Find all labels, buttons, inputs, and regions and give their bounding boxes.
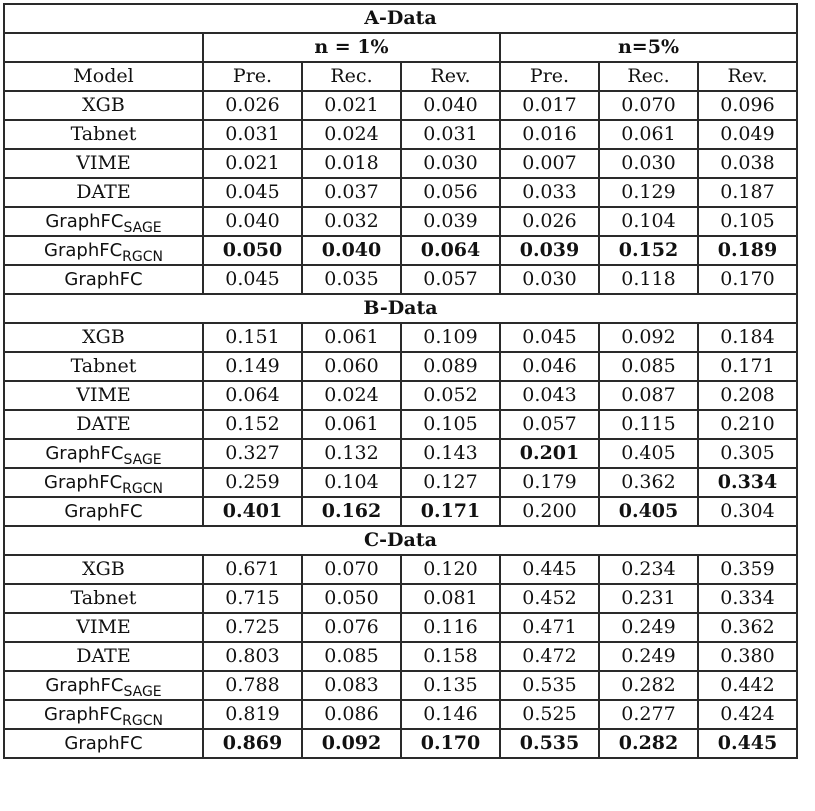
- table-row: [4, 236, 797, 265]
- table-row: [4, 178, 797, 207]
- model-name: GraphFC: [44, 472, 123, 493]
- model-name-cell: [4, 265, 203, 294]
- model-name: GraphFC: [45, 443, 124, 464]
- value-cell: 0.116: [401, 613, 500, 642]
- value-cell: 0.115: [599, 410, 698, 439]
- metric-column-header: Rec.: [302, 62, 401, 91]
- value-cell: 0.045: [500, 323, 599, 352]
- model-name-cell: [4, 149, 203, 178]
- best-value-cell: 0.201: [500, 439, 599, 468]
- best-value-cell: 0.282: [599, 729, 698, 758]
- model-name: XGB: [82, 326, 125, 348]
- value-cell: 0.070: [599, 91, 698, 120]
- table-row: [4, 323, 797, 352]
- model-name: Tabnet: [70, 123, 137, 145]
- value-cell: 0.208: [698, 381, 797, 410]
- results-table-body: [4, 4, 797, 758]
- table-row: [4, 555, 797, 584]
- value-cell: 0.030: [500, 265, 599, 294]
- value-cell: 0.135: [401, 671, 500, 700]
- value-cell: 0.277: [599, 700, 698, 729]
- best-value-cell: 0.334: [698, 468, 797, 497]
- value-cell: 0.061: [599, 120, 698, 149]
- value-cell: 0.026: [500, 207, 599, 236]
- model-variant-subscript: RGCN: [122, 481, 163, 497]
- value-cell: 0.087: [599, 381, 698, 410]
- metric-header-row: [4, 62, 797, 91]
- value-cell: 0.045: [203, 265, 302, 294]
- model-name: Tabnet: [70, 587, 137, 609]
- value-cell: 0.031: [401, 120, 500, 149]
- value-cell: 0.038: [698, 149, 797, 178]
- model-variant-subscript: RGCN: [122, 713, 163, 729]
- value-cell: 0.026: [203, 91, 302, 120]
- value-cell: 0.104: [599, 207, 698, 236]
- value-cell: 0.249: [599, 613, 698, 642]
- model-name-cell: [4, 410, 203, 439]
- value-cell: 0.129: [599, 178, 698, 207]
- best-value-cell: 0.401: [203, 497, 302, 526]
- value-cell: 0.096: [698, 91, 797, 120]
- value-cell: 0.105: [698, 207, 797, 236]
- value-cell: 0.249: [599, 642, 698, 671]
- model-name-cell: [4, 700, 203, 729]
- model-name: XGB: [82, 94, 125, 116]
- value-cell: 0.149: [203, 352, 302, 381]
- value-cell: 0.424: [698, 700, 797, 729]
- value-cell: 0.152: [203, 410, 302, 439]
- table-row: [4, 671, 797, 700]
- table-row: [4, 584, 797, 613]
- value-cell: 0.305: [698, 439, 797, 468]
- model-name: VIME: [76, 616, 131, 638]
- value-cell: 0.359: [698, 555, 797, 584]
- value-cell: 0.380: [698, 642, 797, 671]
- model-name: GraphFC: [64, 733, 143, 754]
- value-cell: 0.327: [203, 439, 302, 468]
- value-cell: 0.179: [500, 468, 599, 497]
- model-name-cell: [4, 671, 203, 700]
- value-cell: 0.057: [401, 265, 500, 294]
- table-row: [4, 642, 797, 671]
- value-cell: 0.049: [698, 120, 797, 149]
- table-row: [4, 729, 797, 758]
- value-cell: 0.151: [203, 323, 302, 352]
- value-cell: 0.018: [302, 149, 401, 178]
- value-cell: 0.052: [401, 381, 500, 410]
- value-cell: 0.086: [302, 700, 401, 729]
- value-cell: 0.234: [599, 555, 698, 584]
- value-cell: 0.031: [203, 120, 302, 149]
- value-cell: 0.037: [302, 178, 401, 207]
- metric-column-header: Rec.: [599, 62, 698, 91]
- group-header: n = 1%: [203, 33, 500, 62]
- value-cell: 0.525: [500, 700, 599, 729]
- value-cell: 0.060: [302, 352, 401, 381]
- best-value-cell: 0.152: [599, 236, 698, 265]
- model-column-header: Model: [4, 62, 203, 91]
- value-cell: 0.171: [698, 352, 797, 381]
- table-row: [4, 265, 797, 294]
- model-name-cell: [4, 497, 203, 526]
- best-value-cell: 0.092: [302, 729, 401, 758]
- value-cell: 0.039: [401, 207, 500, 236]
- value-cell: 0.725: [203, 613, 302, 642]
- value-cell: 0.109: [401, 323, 500, 352]
- value-cell: 0.405: [599, 439, 698, 468]
- model-name: DATE: [76, 181, 131, 203]
- model-name: GraphFC: [44, 240, 123, 261]
- value-cell: 0.085: [599, 352, 698, 381]
- table-row: [4, 207, 797, 236]
- best-value-cell: 0.171: [401, 497, 500, 526]
- value-cell: 0.282: [599, 671, 698, 700]
- value-cell: 0.043: [500, 381, 599, 410]
- value-cell: 0.064: [203, 381, 302, 410]
- value-cell: 0.715: [203, 584, 302, 613]
- model-name: GraphFC: [45, 211, 124, 232]
- best-value-cell: 0.535: [500, 729, 599, 758]
- model-name-cell: [4, 555, 203, 584]
- value-cell: 0.104: [302, 468, 401, 497]
- value-cell: 0.803: [203, 642, 302, 671]
- value-cell: 0.184: [698, 323, 797, 352]
- section-header-row: [4, 294, 797, 323]
- best-value-cell: 0.445: [698, 729, 797, 758]
- value-cell: 0.210: [698, 410, 797, 439]
- best-value-cell: 0.869: [203, 729, 302, 758]
- value-cell: 0.083: [302, 671, 401, 700]
- table-row: [4, 468, 797, 497]
- value-cell: 0.021: [302, 91, 401, 120]
- value-cell: 0.046: [500, 352, 599, 381]
- table-row: [4, 120, 797, 149]
- model-name: GraphFC: [64, 501, 143, 522]
- value-cell: 0.200: [500, 497, 599, 526]
- table-row: [4, 381, 797, 410]
- value-cell: 0.118: [599, 265, 698, 294]
- model-name-cell: [4, 236, 203, 265]
- model-variant-subscript: RGCN: [122, 249, 163, 265]
- value-cell: 0.024: [302, 381, 401, 410]
- table-row: [4, 410, 797, 439]
- value-cell: 0.040: [401, 91, 500, 120]
- value-cell: 0.471: [500, 613, 599, 642]
- group-header: n=5%: [500, 33, 797, 62]
- best-value-cell: 0.189: [698, 236, 797, 265]
- model-variant-subscript: SAGE: [123, 220, 162, 236]
- value-cell: 0.671: [203, 555, 302, 584]
- empty-header-cell: [4, 33, 203, 62]
- table-row: [4, 700, 797, 729]
- model-name-cell: [4, 584, 203, 613]
- value-cell: 0.045: [203, 178, 302, 207]
- value-cell: 0.143: [401, 439, 500, 468]
- section-title: C-Data: [4, 526, 797, 555]
- model-name-cell: [4, 439, 203, 468]
- results-table: [3, 3, 798, 759]
- best-value-cell: 0.170: [401, 729, 500, 758]
- value-cell: 0.259: [203, 468, 302, 497]
- value-cell: 0.334: [698, 584, 797, 613]
- value-cell: 0.819: [203, 700, 302, 729]
- table-row: [4, 149, 797, 178]
- value-cell: 0.016: [500, 120, 599, 149]
- table-row: [4, 497, 797, 526]
- model-name: DATE: [76, 645, 131, 667]
- table-row: [4, 91, 797, 120]
- value-cell: 0.056: [401, 178, 500, 207]
- value-cell: 0.017: [500, 91, 599, 120]
- value-cell: 0.007: [500, 149, 599, 178]
- metric-column-header: Pre.: [500, 62, 599, 91]
- value-cell: 0.035: [302, 265, 401, 294]
- model-name-cell: [4, 91, 203, 120]
- model-name: GraphFC: [44, 704, 123, 725]
- model-name: VIME: [76, 384, 131, 406]
- model-name: GraphFC: [45, 675, 124, 696]
- value-cell: 0.092: [599, 323, 698, 352]
- best-value-cell: 0.064: [401, 236, 500, 265]
- metric-column-header: Rev.: [401, 62, 500, 91]
- model-name-cell: [4, 352, 203, 381]
- group-header-row: [4, 33, 797, 62]
- model-name: VIME: [76, 152, 131, 174]
- value-cell: 0.070: [302, 555, 401, 584]
- value-cell: 0.024: [302, 120, 401, 149]
- value-cell: 0.187: [698, 178, 797, 207]
- value-cell: 0.120: [401, 555, 500, 584]
- model-name-cell: [4, 207, 203, 236]
- metric-column-header: Rev.: [698, 62, 797, 91]
- value-cell: 0.032: [302, 207, 401, 236]
- value-cell: 0.089: [401, 352, 500, 381]
- value-cell: 0.021: [203, 149, 302, 178]
- value-cell: 0.081: [401, 584, 500, 613]
- model-name-cell: [4, 381, 203, 410]
- section-title: A-Data: [4, 4, 797, 33]
- value-cell: 0.158: [401, 642, 500, 671]
- table-row: [4, 439, 797, 468]
- best-value-cell: 0.040: [302, 236, 401, 265]
- model-name: DATE: [76, 413, 131, 435]
- value-cell: 0.132: [302, 439, 401, 468]
- value-cell: 0.362: [599, 468, 698, 497]
- value-cell: 0.057: [500, 410, 599, 439]
- model-name-cell: [4, 642, 203, 671]
- best-value-cell: 0.039: [500, 236, 599, 265]
- value-cell: 0.304: [698, 497, 797, 526]
- table-row: [4, 613, 797, 642]
- model-name: XGB: [82, 558, 125, 580]
- value-cell: 0.535: [500, 671, 599, 700]
- value-cell: 0.076: [302, 613, 401, 642]
- value-cell: 0.030: [401, 149, 500, 178]
- value-cell: 0.170: [698, 265, 797, 294]
- model-name-cell: [4, 323, 203, 352]
- model-name: Tabnet: [70, 355, 137, 377]
- section-header-row: [4, 4, 797, 33]
- value-cell: 0.788: [203, 671, 302, 700]
- model-name-cell: [4, 729, 203, 758]
- model-name-cell: [4, 120, 203, 149]
- value-cell: 0.442: [698, 671, 797, 700]
- value-cell: 0.146: [401, 700, 500, 729]
- section-header-row: [4, 526, 797, 555]
- best-value-cell: 0.162: [302, 497, 401, 526]
- section-title: B-Data: [4, 294, 797, 323]
- table-row: [4, 352, 797, 381]
- model-name-cell: [4, 613, 203, 642]
- metric-column-header: Pre.: [203, 62, 302, 91]
- model-name: GraphFC: [64, 269, 143, 290]
- value-cell: 0.362: [698, 613, 797, 642]
- value-cell: 0.105: [401, 410, 500, 439]
- model-name-cell: [4, 468, 203, 497]
- best-value-cell: 0.050: [203, 236, 302, 265]
- value-cell: 0.127: [401, 468, 500, 497]
- value-cell: 0.231: [599, 584, 698, 613]
- value-cell: 0.040: [203, 207, 302, 236]
- value-cell: 0.472: [500, 642, 599, 671]
- value-cell: 0.061: [302, 323, 401, 352]
- value-cell: 0.061: [302, 410, 401, 439]
- model-name-cell: [4, 178, 203, 207]
- model-variant-subscript: SAGE: [123, 452, 162, 468]
- results-table-container: [3, 3, 798, 759]
- best-value-cell: 0.405: [599, 497, 698, 526]
- value-cell: 0.050: [302, 584, 401, 613]
- value-cell: 0.445: [500, 555, 599, 584]
- value-cell: 0.033: [500, 178, 599, 207]
- value-cell: 0.085: [302, 642, 401, 671]
- model-variant-subscript: SAGE: [123, 684, 162, 700]
- value-cell: 0.452: [500, 584, 599, 613]
- value-cell: 0.030: [599, 149, 698, 178]
